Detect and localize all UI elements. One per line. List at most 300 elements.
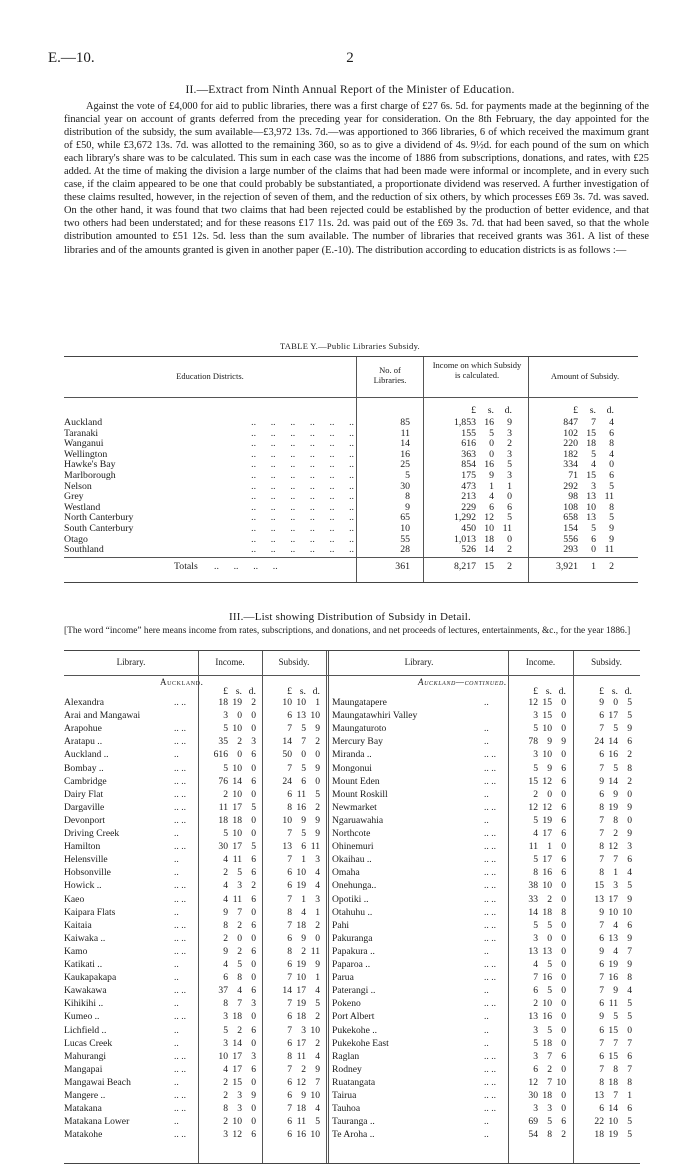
income-shillings: 17 — [232, 801, 242, 813]
col-amount: Amount of Subsidy. — [550, 371, 620, 381]
income-shillings: 18 — [232, 814, 242, 826]
income-pence: 2 — [251, 880, 256, 892]
subsidy-pounds: 6 — [287, 1011, 292, 1023]
num-libraries: 28 — [400, 544, 410, 556]
subsidy-pounds: 6 — [599, 710, 604, 722]
subsidy-pence: 1 — [315, 906, 320, 918]
leader-dots: .. .. — [484, 762, 496, 774]
income-pounds: 5 — [533, 723, 538, 735]
income-pounds: 7 — [533, 972, 538, 984]
subsidy-shillings: 6 — [301, 841, 306, 853]
table-row — [64, 524, 638, 535]
library-name: Hamilton — [64, 841, 101, 853]
library-name: Kihikihi .. — [64, 998, 104, 1010]
subsidy-shillings: 16 — [608, 749, 618, 761]
subsidy-pounds: 7 — [599, 814, 604, 826]
leader-dots: .. .. — [174, 762, 186, 774]
income-shillings: 9 — [489, 470, 494, 481]
income-pounds: 9 — [223, 906, 228, 918]
income-pounds: 4 — [533, 828, 538, 839]
list-item — [64, 829, 640, 840]
income-pence: 0 — [251, 1116, 256, 1128]
subsidy-shillings: 14 — [608, 1103, 618, 1115]
income-shillings: 1 — [489, 480, 494, 492]
income-shillings: 14 — [484, 544, 494, 556]
leader-dots: .. .. — [174, 880, 186, 892]
library-name: Paterangi .. — [332, 985, 376, 997]
income-pounds: 8 — [223, 998, 228, 1010]
subsidy-pounds: 71 — [568, 470, 578, 481]
income-pounds: 15 — [528, 775, 538, 787]
library-name: Maungatawhiri Valley — [332, 710, 418, 722]
income-pounds: 9 — [223, 945, 228, 957]
subsidy-pounds: 9 — [599, 945, 604, 957]
list-item — [64, 1117, 640, 1128]
income-pounds: 38 — [528, 880, 538, 892]
subsidy-pence: 0 — [627, 814, 632, 826]
income-pounds: 1,853 — [453, 417, 476, 428]
list-item — [64, 855, 640, 866]
income-pence: 6 — [561, 828, 566, 839]
income-pounds: 10 — [218, 1050, 228, 1062]
subsidy-shillings: 13 — [586, 491, 596, 503]
income-pence: 0 — [561, 841, 566, 853]
leader-dots: .. .. — [484, 998, 496, 1010]
list-item — [64, 1026, 640, 1037]
subsidy-pence: 0 — [627, 1024, 632, 1036]
leader-dots: .. — [484, 736, 489, 748]
income-pounds: 3 — [533, 1050, 538, 1062]
leader-dots: .. .. — [174, 1129, 186, 1141]
subsidy-pounds: 6 — [287, 1090, 292, 1101]
leader-dots: .. — [484, 1116, 489, 1128]
income-pounds: 616 — [461, 438, 476, 450]
library-name: Kaeo — [64, 893, 85, 905]
income-pounds: 1,013 — [453, 533, 476, 545]
leader-dots: .. .. — [174, 985, 186, 997]
subsidy-pence: 10 — [310, 1024, 320, 1036]
subsidy-pounds: 6 — [287, 1116, 292, 1128]
subsidy-pounds: 7 — [287, 762, 292, 774]
income-pence: 5 — [507, 459, 512, 471]
leader-dots: .. .. — [484, 1103, 496, 1115]
subsidy-shillings: 16 — [296, 801, 306, 813]
leader-dots: .. .. — [484, 867, 496, 879]
subsidy-shillings: 8 — [613, 814, 618, 826]
district-name: North Canterbury — [64, 512, 134, 524]
subsidy-pence: 9 — [315, 959, 320, 970]
subsidy-pounds: 334 — [563, 459, 578, 471]
income-pence: 3 — [251, 1050, 256, 1062]
subsidy-pounds: 7 — [599, 1063, 604, 1075]
subsidy-pounds: 9 — [599, 775, 604, 787]
income-pounds: 3 — [533, 932, 538, 944]
income-pounds: 18 — [218, 697, 228, 708]
subsidy-pence: 8 — [627, 972, 632, 984]
section-2-paragraph: Against the vote of £4,000 for aid to public libraries, there was a first charge of £27 6s. 5d. for payments made at the beginning of the financial year on account of grants deferred from the preceding year for consideration. On the 8th February, the day appointed for the distribution of the subsidy, the sum available—£3,972 13s. 7d.—was apportioned to 366 libraries, 6 of which received the maximum grant of £50, while £3,672 13s. 7d. was allotted to the remaining 360, so as to give a dividend of 4s. 9½d. for each pound of the sum on which each library's share was to be calculated. This sum in each case was the income of 1886 from subscriptions, donations, and rates, with £25 added. At the time of making the division a large number of the claims that had been made were informal or incomplete, and in every such case, if the claim appeared to be one that could probably be substantiated, a proportionate dividend was reserved. A further investigation of these claims resulted, however, in the rejection of seven of them, and the reduction of six others, by which processes £69 3s. 7d. was saved. On the other hand, it was found that two claims that had been rejected could be established by the production of better evidence, and that two others had been understated; and for these reasons £17 11s. 2d. was paid out of the £69 3s. 7d. that had been saved, so that the whole distribution amounted to £51 12s. 5d. less than the sum available. The number of libraries that received grants was 361. A list of these libraries and of the amounts granted is given in another paper (E.-10). The distribution according to education districts is as follows :— — [64, 101, 649, 256]
income-pence: 6 — [251, 1024, 256, 1036]
library-name: Dargaville — [64, 801, 105, 813]
subsidy-pounds: 6 — [287, 959, 292, 970]
subsidy-pence: 2 — [627, 775, 632, 787]
subsidy-pounds: 6 — [599, 1050, 604, 1062]
subsidy-pence: 11 — [310, 841, 320, 853]
table-y-caption: TABLE Y.—Public Libraries Subsidy. — [279, 341, 420, 351]
list-item — [64, 790, 640, 801]
library-name: Maungaturoto — [332, 723, 387, 735]
income-pounds: 854 — [461, 459, 476, 471]
subsidy-pounds: 8 — [287, 1050, 292, 1062]
leader-dots: .. .. — [174, 919, 186, 931]
subsidy-shillings: 7 — [301, 736, 306, 748]
num-libraries: 9 — [405, 501, 410, 513]
subsidy-shillings: 19 — [296, 998, 306, 1010]
subsidy-shillings: 9 — [613, 788, 618, 800]
subsidy-shillings: 18 — [296, 919, 306, 931]
district-name: Auckland — [64, 417, 103, 428]
library-name: Pukekohe East — [332, 1037, 389, 1049]
leader-dots: .. — [174, 959, 179, 970]
subsidy-pence: 6 — [627, 736, 632, 748]
income-pence: 0 — [561, 749, 566, 761]
subsidy-pounds: 8 — [599, 841, 604, 853]
income-shillings: 5 — [237, 959, 242, 970]
income-pence: 9 — [507, 417, 512, 428]
library-name: Te Aroha .. — [332, 1129, 375, 1141]
leader-dots: .. .. .. .. .. .. — [251, 438, 354, 450]
subsidy-pounds: 18 — [594, 1129, 604, 1141]
leader-dots: .. — [484, 1011, 489, 1023]
subsidy-pounds: 6 — [287, 710, 292, 722]
district-name: South Canterbury — [64, 523, 134, 534]
income-pounds: 1,292 — [453, 512, 476, 524]
library-name: Mount Eden — [332, 775, 380, 787]
income-pounds: 30 — [528, 1090, 538, 1101]
income-shillings: 10 — [484, 523, 494, 534]
leader-dots: .. .. — [174, 945, 186, 957]
library-name: Ruatangata — [332, 1076, 376, 1088]
totals-row: Totals .. .. .. .. 361 8,217 15 2 3,921 1 2 — [174, 561, 614, 572]
income-shillings: 10 — [542, 749, 552, 761]
income-pence: 1 — [507, 480, 512, 492]
leader-dots: .. .. .. .. .. .. — [251, 491, 354, 503]
income-pence: 0 — [561, 697, 566, 708]
income-pence: 5 — [251, 841, 256, 853]
list-item — [64, 698, 640, 709]
income-pounds: 3 — [223, 710, 228, 722]
subsidy-pounds: 22 — [594, 1116, 604, 1128]
subsidy-shillings: 4 — [301, 906, 306, 918]
income-shillings: 12 — [542, 775, 552, 787]
income-shillings: 2 — [237, 1024, 242, 1036]
income-pounds: 5 — [533, 1037, 538, 1049]
library-name: Omaha — [332, 867, 360, 879]
leader-dots: .. — [174, 972, 179, 984]
income-shillings: 14 — [232, 1037, 242, 1049]
income-pence: 0 — [561, 1011, 566, 1023]
district-name: Grey — [64, 491, 84, 503]
leader-dots: .. .. — [484, 1076, 496, 1088]
income-shillings: 2 — [237, 919, 242, 931]
subsidy-pence: 7 — [627, 945, 632, 957]
subsidy-pounds: 6 — [287, 1037, 292, 1049]
leader-dots: .. .. — [484, 919, 496, 931]
subsidy-pounds: 6 — [599, 959, 604, 970]
subsidy-pence: 5 — [627, 998, 632, 1010]
library-name: Bombay .. — [64, 762, 104, 774]
leader-dots: .. .. .. .. .. .. — [251, 523, 354, 534]
units-row-3: £ s. d. £ s. d. £ s. d. £ s. d. — [223, 686, 632, 697]
leader-dots: .. — [484, 985, 489, 997]
income-pounds: 526 — [461, 544, 476, 556]
income-pounds: 450 — [461, 523, 476, 534]
subsidy-pence: 5 — [627, 1129, 632, 1141]
library-name: Kamo — [64, 945, 88, 957]
income-shillings: 0 — [547, 932, 552, 944]
table-row — [64, 471, 638, 482]
income-pounds: 76 — [218, 775, 228, 787]
income-shillings: 15 — [542, 710, 552, 722]
leader-dots: .. .. — [174, 775, 186, 787]
subsidy-pence: 6 — [627, 1103, 632, 1115]
district-name: Westland — [64, 501, 101, 513]
income-pounds: 14 — [528, 906, 538, 918]
income-shillings: 18 — [542, 1037, 552, 1049]
library-name: Mangawai Beach — [64, 1076, 131, 1088]
library-name: Kaipara Flats — [64, 906, 116, 918]
library-name: Miranda .. — [332, 749, 372, 761]
income-shillings: 17 — [232, 1063, 242, 1075]
subsidy-pounds: 7 — [287, 723, 292, 735]
income-pounds: 4 — [223, 880, 228, 892]
income-pounds: 54 — [528, 1129, 538, 1141]
subsidy-pence: 0 — [315, 749, 320, 761]
income-pence: 6 — [507, 501, 512, 513]
income-shillings: 16 — [542, 1011, 552, 1023]
income-shillings: 4 — [237, 985, 242, 997]
list-item — [64, 986, 640, 997]
leader-dots: .. .. — [484, 828, 496, 839]
subsidy-shillings: 19 — [608, 801, 618, 813]
left-group-title: Auckland. — [160, 677, 204, 687]
income-shillings: 5 — [547, 985, 552, 997]
leader-dots: .. .. — [174, 1050, 186, 1062]
income-pence: 0 — [561, 959, 566, 970]
library-name: Arai and Mangawai — [64, 710, 141, 722]
income-pence: 0 — [561, 893, 566, 905]
income-shillings: 10 — [232, 1116, 242, 1128]
subsidy-shillings: 10 — [296, 867, 306, 879]
subsidy-pounds: 7 — [287, 854, 292, 866]
subsidy-pence: 5 — [609, 480, 614, 492]
subsidy-pounds: 154 — [563, 523, 578, 534]
subsidy-shillings: 4 — [591, 459, 596, 471]
leader-dots: .. — [174, 906, 179, 918]
income-shillings: 8 — [547, 1129, 552, 1141]
subsidy-pence: 9 — [627, 893, 632, 905]
list-item — [64, 934, 640, 945]
list-item — [64, 881, 640, 892]
income-pence: 0 — [251, 906, 256, 918]
income-pounds: 4 — [223, 893, 228, 905]
income-pounds: 4 — [223, 854, 228, 866]
income-pence: 9 — [561, 736, 566, 748]
income-pence: 0 — [561, 932, 566, 944]
col-income-left: Income. — [215, 657, 245, 667]
income-pence: 0 — [251, 814, 256, 826]
library-name: Kumeo .. — [64, 1011, 100, 1023]
library-name: Hobsonville — [64, 867, 111, 879]
subsidy-pence: 10 — [310, 1129, 320, 1141]
income-pence: 6 — [251, 775, 256, 787]
library-name: Alexandra — [64, 697, 104, 708]
income-pence: 0 — [251, 788, 256, 800]
subsidy-shillings: 1 — [301, 893, 306, 905]
subsidy-pence: 1 — [315, 972, 320, 984]
list-item — [64, 868, 640, 879]
income-pence: 11 — [502, 523, 512, 534]
income-pence: 0 — [561, 880, 566, 892]
income-pounds: 8 — [533, 867, 538, 879]
subsidy-shillings: 13 — [296, 710, 306, 722]
subsidy-shillings: 2 — [301, 945, 306, 957]
district-name: Wanganui — [64, 438, 104, 450]
num-libraries: 55 — [400, 533, 410, 545]
subsidy-shillings: 5 — [613, 1011, 618, 1023]
subsidy-shillings: 0 — [301, 749, 306, 761]
subsidy-shillings: 9 — [301, 1090, 306, 1101]
subsidy-pence: 5 — [315, 1116, 320, 1128]
subsidy-pounds: 7 — [287, 893, 292, 905]
income-pence: 6 — [561, 762, 566, 774]
library-name: Otahuhu .. — [332, 906, 373, 918]
income-pence: 0 — [251, 710, 256, 722]
subsidy-pence: 0 — [315, 932, 320, 944]
subsidy-shillings: 15 — [608, 1050, 618, 1062]
leader-dots: .. .. — [484, 801, 496, 813]
subsidy-shillings: 19 — [608, 959, 618, 970]
list-item — [64, 737, 640, 748]
right-group-title: Auckland—continued. — [418, 677, 507, 687]
subsidy-pence: 10 — [622, 906, 632, 918]
subsidy-pence: 4 — [627, 985, 632, 997]
income-shillings: 3 — [237, 1090, 242, 1101]
income-shillings: 12 — [484, 512, 494, 524]
income-shillings: 9 — [547, 736, 552, 748]
leader-dots: .. .. — [484, 749, 496, 761]
subsidy-pounds: 6 — [599, 788, 604, 800]
subsidy-shillings: 15 — [608, 1024, 618, 1036]
income-pence: 0 — [561, 919, 566, 931]
district-name: Wellington — [64, 448, 108, 460]
subsidy-pounds: 102 — [563, 427, 578, 439]
income-shillings: 0 — [547, 788, 552, 800]
income-shillings: 7 — [547, 1050, 552, 1062]
income-pounds: 3 — [533, 1103, 538, 1115]
income-pence: 6 — [251, 1063, 256, 1075]
income-shillings: 5 — [547, 919, 552, 931]
subsidy-shillings: 5 — [591, 523, 596, 534]
library-name: Driving Creek — [64, 828, 120, 839]
leader-dots: .. — [484, 945, 489, 957]
subsidy-pence: 5 — [609, 512, 614, 524]
library-name: Pakuranga — [332, 932, 373, 944]
num-libraries: 8 — [405, 491, 410, 503]
income-pence: 0 — [251, 828, 256, 839]
list-item — [64, 947, 640, 958]
library-name: Pahi — [332, 919, 350, 931]
subsidy-pence: 5 — [315, 998, 320, 1010]
library-name: Kawakawa — [64, 985, 107, 997]
income-pounds: 616 — [213, 749, 228, 761]
subsidy-pence: 11 — [604, 544, 614, 556]
leader-dots: .. .. — [174, 697, 186, 708]
library-name: Maungatapere — [332, 697, 387, 708]
income-pounds: 2 — [533, 998, 538, 1010]
subsidy-pounds: 50 — [282, 749, 292, 761]
list-item — [64, 764, 640, 775]
leader-dots: .. — [484, 697, 489, 708]
subsidy-pence: 9 — [627, 959, 632, 970]
income-shillings: 0 — [237, 710, 242, 722]
income-pounds: 69 — [528, 1116, 538, 1128]
income-pence: 5 — [251, 801, 256, 813]
income-pence: 0 — [251, 762, 256, 774]
income-pence: 0 — [251, 723, 256, 735]
subsidy-pence: 9 — [315, 828, 320, 839]
subsidy-pence: 2 — [627, 749, 632, 761]
income-pence: 2 — [251, 697, 256, 708]
subsidy-pounds: 6 — [599, 932, 604, 944]
income-shillings: 0 — [489, 448, 494, 460]
list-item — [64, 803, 640, 814]
library-name: Lucas Creek — [64, 1037, 113, 1049]
leader-dots: .. — [174, 1076, 179, 1088]
income-shillings: 16 — [542, 972, 552, 984]
library-name: Kaiwaka .. — [64, 932, 106, 944]
income-pence: 9 — [251, 1090, 256, 1101]
income-pence: 3 — [251, 998, 256, 1010]
subsidy-shillings: 19 — [296, 959, 306, 970]
subsidy-pounds: 6 — [287, 867, 292, 879]
income-pounds: 5 — [223, 828, 228, 839]
income-pence: 5 — [507, 512, 512, 524]
leader-dots: .. .. .. .. .. .. — [251, 470, 354, 481]
library-name: Onehunga.. — [332, 880, 377, 892]
subsidy-pence: 6 — [627, 854, 632, 866]
income-pence: 6 — [251, 867, 256, 879]
subsidy-shillings: 5 — [301, 723, 306, 735]
library-name: Cambridge — [64, 775, 107, 787]
leader-dots: .. .. .. .. .. .. — [251, 459, 354, 471]
subsidy-pounds: 182 — [563, 448, 578, 460]
leader-dots: .. .. — [174, 1103, 186, 1115]
subsidy-pence: 7 — [315, 1076, 320, 1088]
subsidy-pounds: 7 — [287, 1103, 292, 1115]
list-item — [64, 1104, 640, 1115]
subsidy-shillings: 2 — [301, 1063, 306, 1075]
subsidy-shillings: 1 — [613, 867, 618, 879]
library-name: Pukekohe .. — [332, 1024, 378, 1036]
list-item — [64, 1078, 640, 1089]
subsidy-shillings: 8 — [613, 1063, 618, 1075]
income-pence: 0 — [561, 985, 566, 997]
subsidy-pounds: 14 — [282, 985, 292, 997]
subsidy-shillings: 2 — [613, 828, 618, 839]
subsidy-pounds: 9 — [599, 1011, 604, 1023]
income-shillings: 3 — [237, 880, 242, 892]
subsidy-pounds: 6 — [599, 749, 604, 761]
